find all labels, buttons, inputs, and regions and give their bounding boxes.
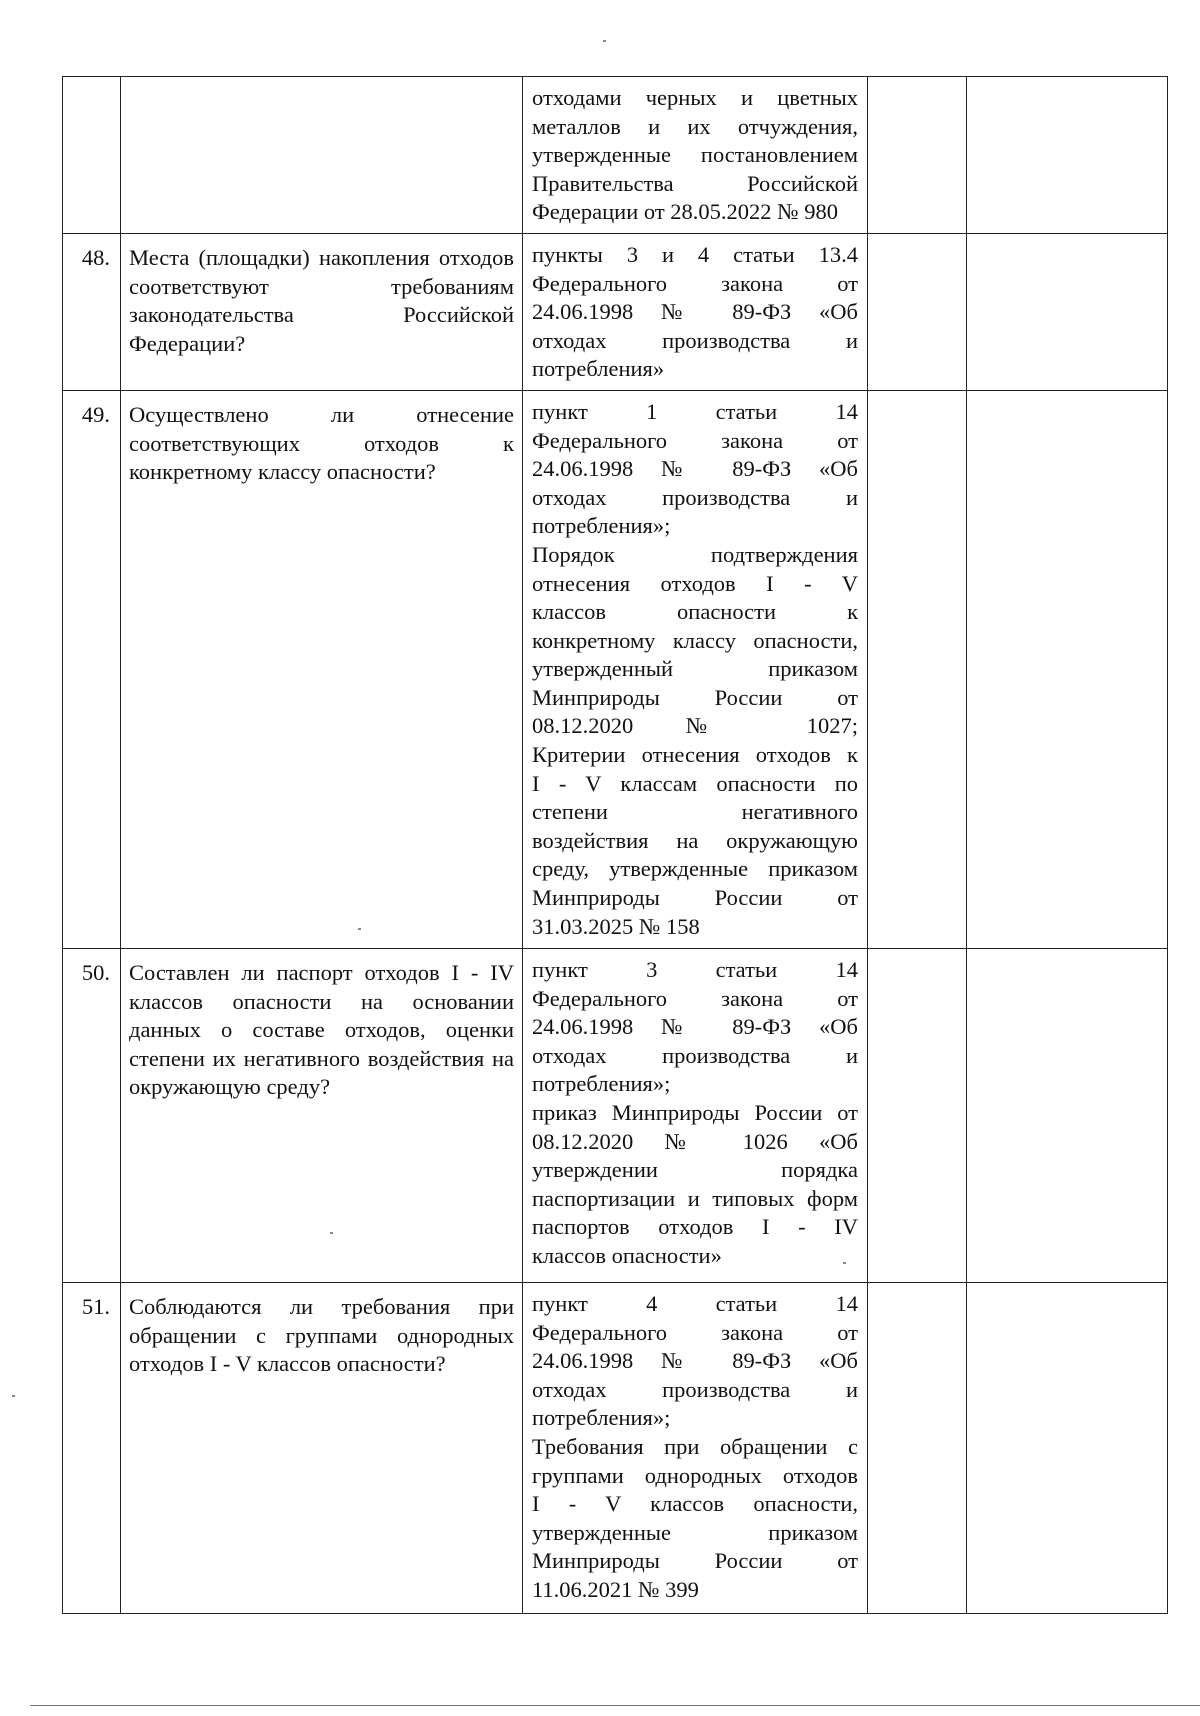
legal-basis-line: паспортов отходов I - IV bbox=[532, 1214, 858, 1240]
table-row bbox=[63, 1282, 1168, 1613]
scan-speck bbox=[12, 1395, 15, 1397]
legal-basis-line: I - V классам опасности по bbox=[532, 770, 858, 796]
legal-basis-line: отходах производства и bbox=[532, 1376, 858, 1402]
legal-basis-line: отходах производства и bbox=[532, 484, 858, 510]
checklist-table bbox=[62, 76, 1168, 1614]
row-number-cell bbox=[63, 233, 121, 390]
legal-basis-line: утвержденные приказом bbox=[532, 1519, 858, 1545]
legal-basis-line: пункт 4 статьи 14 bbox=[532, 1290, 858, 1316]
legal-basis-line: классов опасности» bbox=[532, 1242, 722, 1268]
legal-basis-line: пункт 3 статьи 14 bbox=[532, 956, 858, 982]
legal-basis-line: 08.12.2020 № 1026 «Об bbox=[532, 1128, 858, 1154]
legal-basis-text bbox=[523, 949, 867, 1277]
legal-basis-cell bbox=[523, 390, 868, 948]
legal-basis-line: Федерации от 28.05.2022 № 980 bbox=[532, 199, 839, 225]
answer-cell bbox=[868, 1282, 967, 1613]
legal-basis-text bbox=[523, 77, 867, 233]
legal-basis-line: среду, утвержденные приказом bbox=[532, 856, 858, 882]
legal-basis-line: Минприроды России от bbox=[532, 885, 858, 911]
question-cell bbox=[121, 390, 523, 948]
legal-basis-line: пункты 3 и 4 статьи 13.4 bbox=[532, 241, 858, 267]
legal-basis-line: пункт 1 статьи 14 bbox=[532, 398, 858, 424]
legal-basis-line: Порядок подтверждения bbox=[532, 541, 858, 567]
legal-basis-line: Минприроды России от bbox=[532, 684, 858, 710]
table-row bbox=[63, 390, 1168, 948]
row-number-cell bbox=[63, 77, 121, 234]
legal-basis-line: I - V классов опасности, bbox=[532, 1491, 858, 1517]
legal-basis-line: 08.12.2020 № 1027; bbox=[532, 713, 858, 739]
legal-basis-line: приказ Минприроды России от bbox=[532, 1099, 858, 1125]
legal-basis-cell bbox=[523, 233, 868, 390]
question-text: Соблюдаются ли требования при обращении с группами однородных отходов I - V классов опасности? bbox=[129, 1293, 514, 1377]
legal-basis-line: Федерального закона от bbox=[532, 427, 858, 453]
question-text bbox=[121, 77, 522, 87]
legal-basis-text bbox=[523, 234, 867, 390]
legal-basis-cell bbox=[523, 1282, 868, 1613]
legal-basis-line: утвержденный приказом bbox=[532, 656, 858, 682]
note-cell bbox=[967, 390, 1168, 948]
legal-basis-line: 11.06.2021 № 399 bbox=[532, 1576, 699, 1602]
answer-cell bbox=[868, 77, 967, 234]
legal-basis-line: 31.03.2025 № 158 bbox=[532, 913, 700, 939]
legal-basis-line: отходах производства и bbox=[532, 1042, 858, 1068]
table-row bbox=[63, 233, 1168, 390]
row-number-cell bbox=[63, 1282, 121, 1613]
legal-basis-line: воздействия на окружающую bbox=[532, 827, 858, 853]
legal-basis-text bbox=[523, 1283, 867, 1611]
page-bottom-rule bbox=[30, 1705, 1200, 1706]
table-row bbox=[63, 77, 1168, 234]
question-cell bbox=[121, 1282, 523, 1613]
checklist-page bbox=[62, 76, 1167, 1614]
row-number: 51. bbox=[81, 1293, 110, 1319]
question-cell bbox=[121, 233, 523, 390]
legal-basis-line: 24.06.1998 № 89-ФЗ «Об bbox=[532, 1014, 858, 1040]
legal-basis-line: Федерального закона от bbox=[532, 1319, 858, 1345]
scan-speck bbox=[330, 1232, 333, 1234]
legal-basis-line: Минприроды России от bbox=[532, 1548, 858, 1574]
legal-basis-line: утвержденные постановлением bbox=[532, 142, 858, 168]
legal-basis-line: Федерального закона от bbox=[532, 270, 858, 296]
legal-basis-line: классов опасности к bbox=[532, 599, 858, 625]
scan-speck bbox=[358, 928, 361, 930]
legal-basis-line: отходах производства и bbox=[532, 327, 858, 353]
question-cell bbox=[121, 77, 523, 234]
legal-basis-line: паспортизации и типовых форм bbox=[532, 1185, 858, 1211]
legal-basis-line: потребления»; bbox=[532, 1405, 671, 1431]
legal-basis-cell bbox=[523, 948, 868, 1282]
answer-cell bbox=[868, 233, 967, 390]
answer-cell bbox=[868, 390, 967, 948]
legal-basis-line: потребления»; bbox=[532, 513, 671, 539]
legal-basis-line: Критерии отнесения отходов к bbox=[532, 742, 858, 768]
legal-basis-line: Правительства Российской bbox=[532, 170, 858, 196]
legal-basis-line: Требования при обращении с bbox=[532, 1433, 858, 1459]
legal-basis-cell bbox=[523, 77, 868, 234]
legal-basis-line: Федерального закона от bbox=[532, 985, 858, 1011]
scan-speck bbox=[603, 40, 606, 42]
legal-basis-line: отнесения отходов I - V bbox=[532, 570, 858, 596]
question-text: Осуществлено ли отнесение соответствующих отходов к конкретному классу опасности? bbox=[129, 401, 514, 485]
question-text: Составлен ли паспорт отходов I - IV классов опасности на основании данных о составе отходов, оценки степени их негативного воздействия на окружающую среду? bbox=[129, 959, 514, 1100]
legal-basis-text bbox=[523, 391, 867, 947]
note-cell bbox=[967, 233, 1168, 390]
row-number-cell bbox=[63, 948, 121, 1282]
legal-basis-line: 24.06.1998 № 89-ФЗ «Об bbox=[532, 299, 858, 325]
note-cell bbox=[967, 77, 1168, 234]
note-cell bbox=[967, 1282, 1168, 1613]
table-body bbox=[63, 77, 1168, 1614]
row-number-cell bbox=[63, 390, 121, 948]
legal-basis-line: конкретному классу опасности, bbox=[532, 627, 858, 653]
legal-basis-line: 24.06.1998 № 89-ФЗ «Об bbox=[532, 456, 858, 482]
legal-basis-line: утверждении порядка bbox=[532, 1157, 858, 1183]
table-row bbox=[63, 948, 1168, 1282]
legal-basis-line: металлов и их отчуждения, bbox=[532, 113, 858, 139]
scan-speck bbox=[843, 1262, 846, 1264]
question-cell bbox=[121, 948, 523, 1282]
note-cell bbox=[967, 948, 1168, 1282]
question-text: Места (площадки) накопления отходов соответствуют требованиям законодательства Российской Федерации? bbox=[129, 244, 514, 356]
legal-basis-line: потребления»; bbox=[532, 1071, 671, 1097]
legal-basis-line: группами однородных отходов bbox=[532, 1462, 858, 1488]
legal-basis-line: степени негативного bbox=[532, 799, 858, 825]
row-number: 50. bbox=[81, 959, 110, 985]
answer-cell bbox=[868, 948, 967, 1282]
row-number: 48. bbox=[81, 244, 110, 270]
legal-basis-line: 24.06.1998 № 89-ФЗ «Об bbox=[532, 1348, 858, 1374]
row-number bbox=[110, 88, 120, 98]
legal-basis-line: потребления» bbox=[532, 356, 665, 382]
row-number: 49. bbox=[81, 401, 110, 427]
legal-basis-line: отходами черных и цветных bbox=[532, 85, 858, 110]
